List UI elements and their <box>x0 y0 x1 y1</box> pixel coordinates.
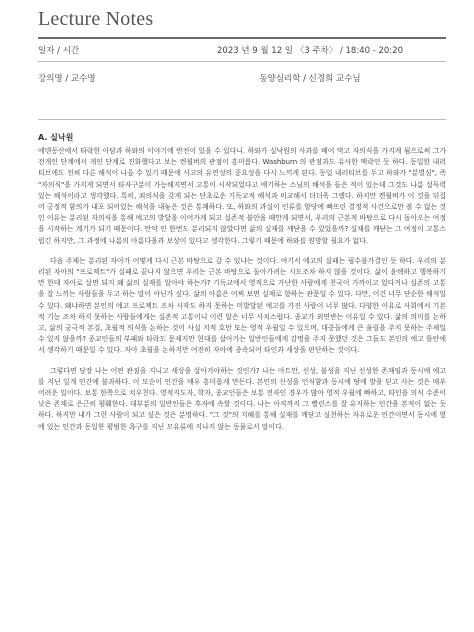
title-divider <box>38 37 446 39</box>
meta-divider-2 <box>38 119 446 120</box>
meta-label-course: 강의명 / 교수명 <box>38 74 96 84</box>
paragraph-3: 그렇다면 당장 나는 어떤 관점을 지니고 세상을 살아가야하는 것인가? 나는 아트만, 신성, 불성을 지닌 신성한 존재임과 동시에 에고를 지닌 일개 인간에 불과하다. 이 모순이 인간을 매우 흥미롭게 만든다. 본인의 신성을 인식함과 동시에 땅에 발을 딛고 사는 것은 매우 어려운 일이다. 보통 한쪽으로 치우친다. 영적지도자, 학자, 종교인들은 보통 전자인 경우가 많아 영적 우월에 빠하고, 타인을 의식 수준이 낮은 존재로 은근히 폄훼한다. 대부분의 일반인들은 후자에 속할 것이다. 나는 아직까지 그 빨린스를 잘 유지하는 인간을 본적이 없는 듯 하다. 하지만 내가 그런 사람이 되고 싶은 것은 분명하다. "그 것"의 지혜를 통해 실재를 깨닫고 실천하는 자유로운 인간이면서 동시에 옆에 있는 인간과 동일한 평범한 욕구를 지닌 모유류에 지나지 않는 동물로서 말이다. <box>38 366 446 431</box>
meta-label-datetime: 일자 / 시간 <box>38 46 80 56</box>
section-heading: A. 실낙원 <box>38 133 74 142</box>
meta-value-course: 동양심리학 / 신경희 교수님 <box>259 74 361 84</box>
notes-content <box>38 132 446 442</box>
paragraph-1: 에덴동산에서 타락한 아담과 하와의 이야기에 반전이 있을 수 있다니. 하와가 실낙원의 사과를 베어 먹고 자의식을 가지게 됨으로써 그가 전개인 단계에서 개인 단계로 진화했다고 보는 켄윌버의 관점이 흥미롭다. Washburn 의 관점과도 유사한 맥락인 듯 하다. 동일한 내러티브에도 전혀 다른 해석이 나올 수 있기 때문에 사고의 유연성의 중요성을 다시 느끼게 된다. 동일 내러티브를 두고 하와가 "분별심", 즉 "자의식"을 가지게 되면서 타자구분이 가능해지면서 고통이 시작되었다고 얘기하는 스님의 해석을 들은 적이 있는데 그것도 나름 설득력있는 해석이라고 생각했다. 특히, 죄의식을 갖게 되는 단초로운 기독교적 해석과 비교해서 더더욱 그랬다. 하지만 켄윌버가 이 것을 뒤집어 긍정적 함의가 내포 되어있는 해석을 내놓은 것은 통쾌하다. 또, 하와의 과실이 인류를 할당에 빠뜨린 결정적 사건으로만 볼 수 없는 것인 이유는 분리된 자의식을 통해 에고의 발달을 이어가게 되고 실존적 불안을 때만게 되면서, 우리의 근본적 바탕으로 다시 돌아오는 여정을 시작하는 계기가 되기 때문이다. 만약 인 한번도 분리되지 않았다면 삶의 실재를 깨닫을 수 있었을까? 실재를 깨닫는 그 여정이 고통스럽긴 하지만, 그 과정에 나름의 아름다움과 보상이 있다고 생각한다. 그렇기 때문에 하와를 원망할 필요가 없다. <box>38 147 446 245</box>
document-title: Lecture Notes <box>38 8 154 30</box>
meta-value-datetime: 2023 년 9 월 12 일 〈3 주차〉 / 18:40 - 20:20 <box>217 46 403 56</box>
meta-divider-1 <box>38 61 446 62</box>
paragraph-2: 다음 주제는 분리된 자아가 어떻게 다시 근본 바탕으로 갈 수 있냐는 것이다. 여기서 에고의 실패는 필수불가결인 듯 하다. 우리의 분리된 자아의 "프로젝트"가 실패로 끝나지 않으면 우리는 근본 바탕으로 돌아가려는 시도조차 하지 않을 것이다. 삶이 윤택하고 행복하기만 한데 자아로 살면 되지 왜 삶의 실재를 알아야 하는가? 기독교에서 영적으로 가난한 사람에게 천국이 가까이고 있다거나 실존의 고통을 잘 느끼는 사람들을 두고 하는 말이 아닌가 싶다. 삶의 아름은 어찌 보면 실재로 향하는 관문일 수 있다. 다만, 이건 너무 단순한 해석일 수 있다. 왜냐하면 본인의 에고 프로젝트 조차 시작도 하지 못하는 미발달된 에고를 가진 사람이 너무 많다. 다양한 이유로 사회에서 기본적 기능 조차 하지 못하는 사람들에게는 실존적 고통이니 이런 말은 너무 사치스럽다. 종교가 외면받는 이유일 수 있다. 삶의 의미를 논하고, 삶의 궁극적 본질, 초월적 의식을 논하는 것이 사실 지적 호만 또는 영적 우월일 수 있으며, 대중들에게 큰 울림을 주지 못하는 주제일 수 있지 않을까? 종교인들의 부패와 타락도 문제지만 현대를 살아가는 일반인들에게 감명을 주지 못했던 것은 그들도 본인의 에고 틀안에서 생각하기 때문일 수 있다. 자아 초월을 논하지만 여전히 자아에 종속되어 타인과 세상을 판단하는 것이다. <box>38 256 446 355</box>
